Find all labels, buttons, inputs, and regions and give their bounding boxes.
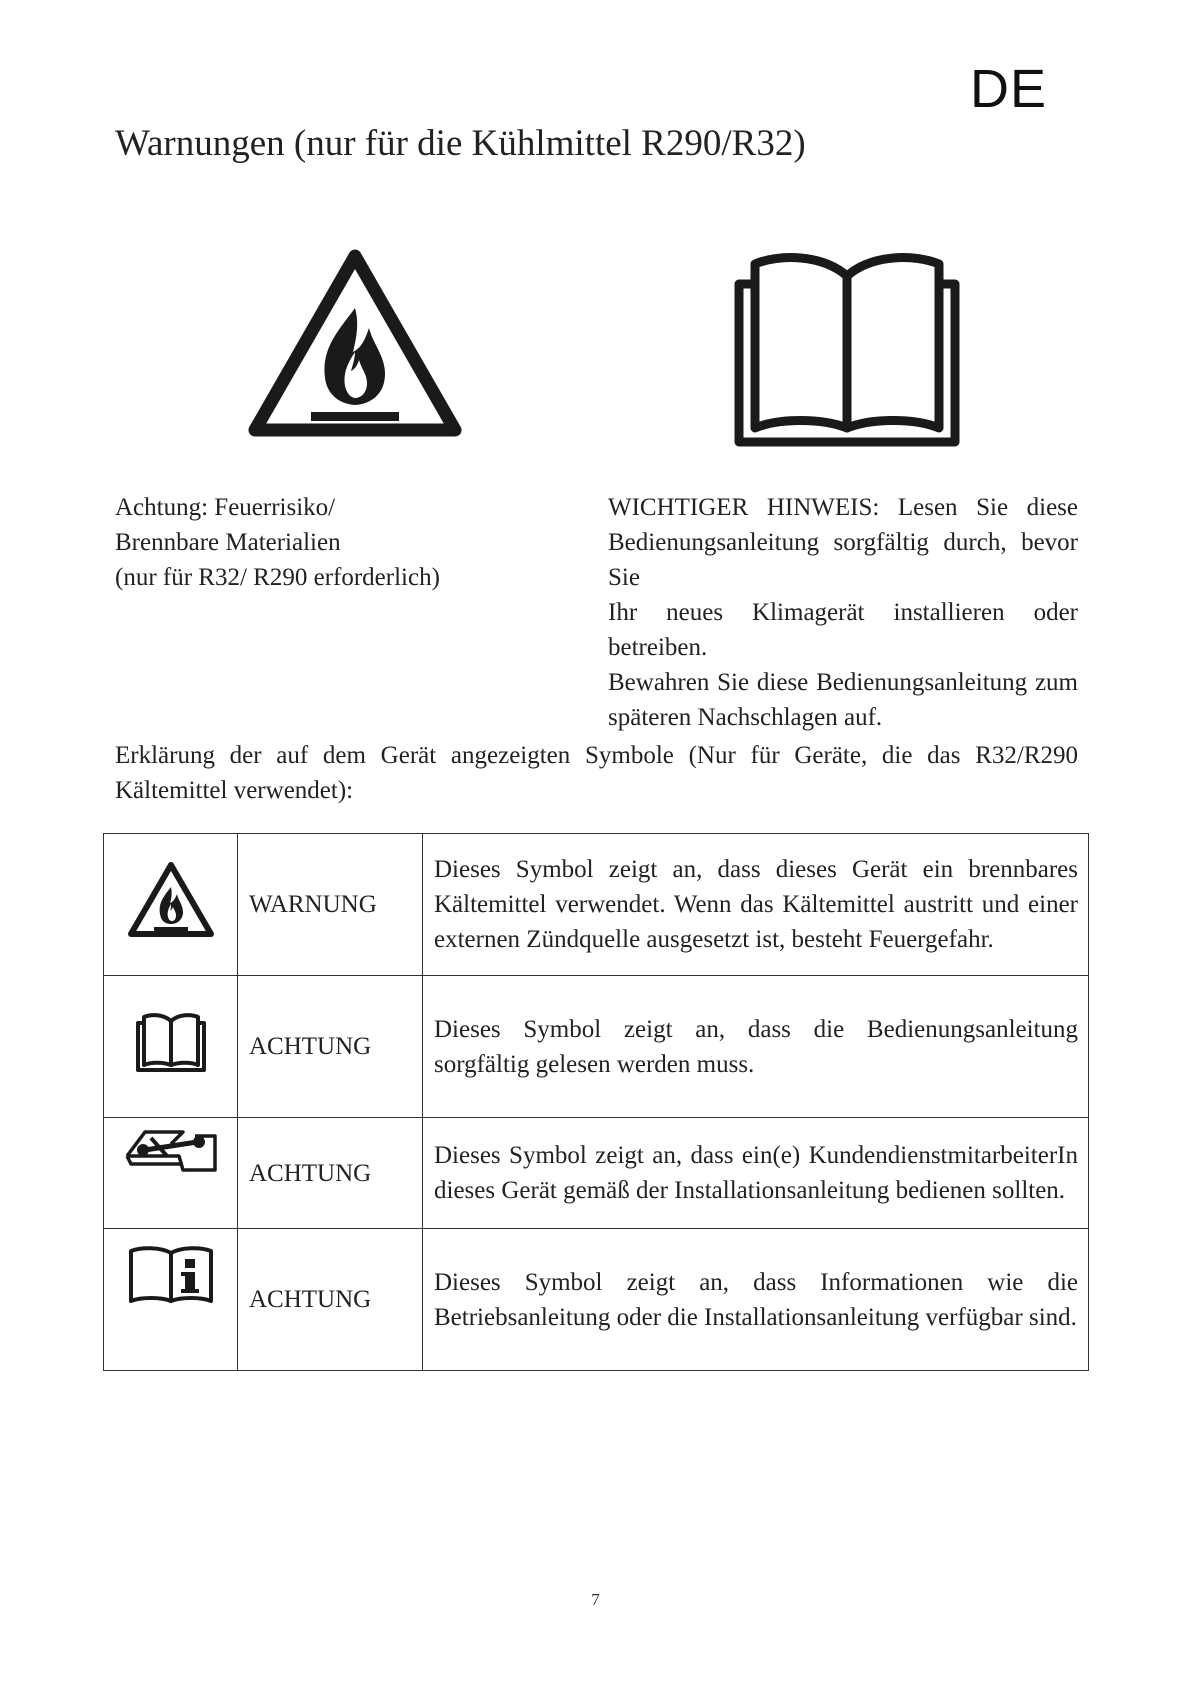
- table-row: [104, 976, 1089, 1118]
- symbol-cell: [104, 1118, 238, 1229]
- flammable-warning-triangle-icon: [247, 248, 463, 443]
- symbol-cell: [104, 834, 238, 976]
- flammable-warning-triangle-icon: [127, 861, 215, 939]
- important-notice-line: WICHTIGER HINWEIS: Lesen Sie diese: [608, 494, 1078, 521]
- fire-risk-line: Brennbare Materialien: [115, 529, 341, 556]
- symbol-description: Dieses Symbol zeigt an, dass ein(e) KundendienstmitarbeiterIn dieses Gerät gemäß der Installationsanleitung bedienen sollten.: [423, 1118, 1089, 1229]
- info-manual-icon: [127, 1243, 215, 1305]
- fire-risk-line: Achtung: Feuerrisiko/: [115, 494, 336, 521]
- symbol-description: Dieses Symbol zeigt an, dass Informationen wie die Betriebsanleitung oder die Installationsanleitung verfügbar sind.: [423, 1229, 1089, 1371]
- symbol-label: WARNUNG: [238, 834, 423, 976]
- symbol-label: ACHTUNG: [238, 976, 423, 1118]
- symbol-cell: [104, 1229, 238, 1371]
- important-notice-line: Ihr neues Klimagerät installieren oder betreiben.: [608, 599, 1078, 661]
- open-book-manual-icon: [727, 248, 967, 448]
- wrench-manual-icon: [123, 1126, 219, 1176]
- important-notice-line: Bewahren Sie diese Bedienungsanleitung zum: [608, 669, 1078, 696]
- important-notice-line: späteren Nachschlagen auf.: [608, 704, 883, 731]
- fire-risk-line: (nur für R32/ R290 erforderlich): [115, 564, 440, 591]
- table-row: [104, 1229, 1089, 1371]
- fire-risk-notice: [115, 490, 495, 595]
- symbol-cell: [104, 976, 238, 1118]
- symbol-label: ACHTUNG: [238, 1229, 423, 1371]
- page-title: Warnungen (nur für die Kühlmittel R290/R32): [115, 123, 806, 164]
- page-number: 7: [591, 1590, 600, 1609]
- important-notice: [608, 490, 1078, 735]
- table-row: [104, 834, 1089, 976]
- important-notice-line: Bedienungsanleitung sorgfältig durch, bevor Sie: [608, 529, 1078, 591]
- symbols-table: [103, 833, 1089, 1371]
- open-book-manual-icon: [134, 1011, 208, 1073]
- language-code: DE: [970, 59, 1048, 119]
- symbol-description: Dieses Symbol zeigt an, dass die Bedienungsanleitung sorgfältig gelesen werden muss.: [423, 976, 1089, 1118]
- symbol-label: ACHTUNG: [238, 1118, 423, 1229]
- table-row: [104, 1118, 1089, 1229]
- symbol-description: Dieses Symbol zeigt an, dass dieses Gerät ein brennbares Kältemittel verwendet. Wenn das Kältemittel austritt und einer externen Zündquelle ausgesetzt ist, besteht Feuergefahr.: [423, 834, 1089, 976]
- symbols-intro: Erklärung der auf dem Gerät angezeigten Symbole (Nur für Geräte, die das R32/R290 Kältemittel verwendet):: [115, 742, 1078, 804]
